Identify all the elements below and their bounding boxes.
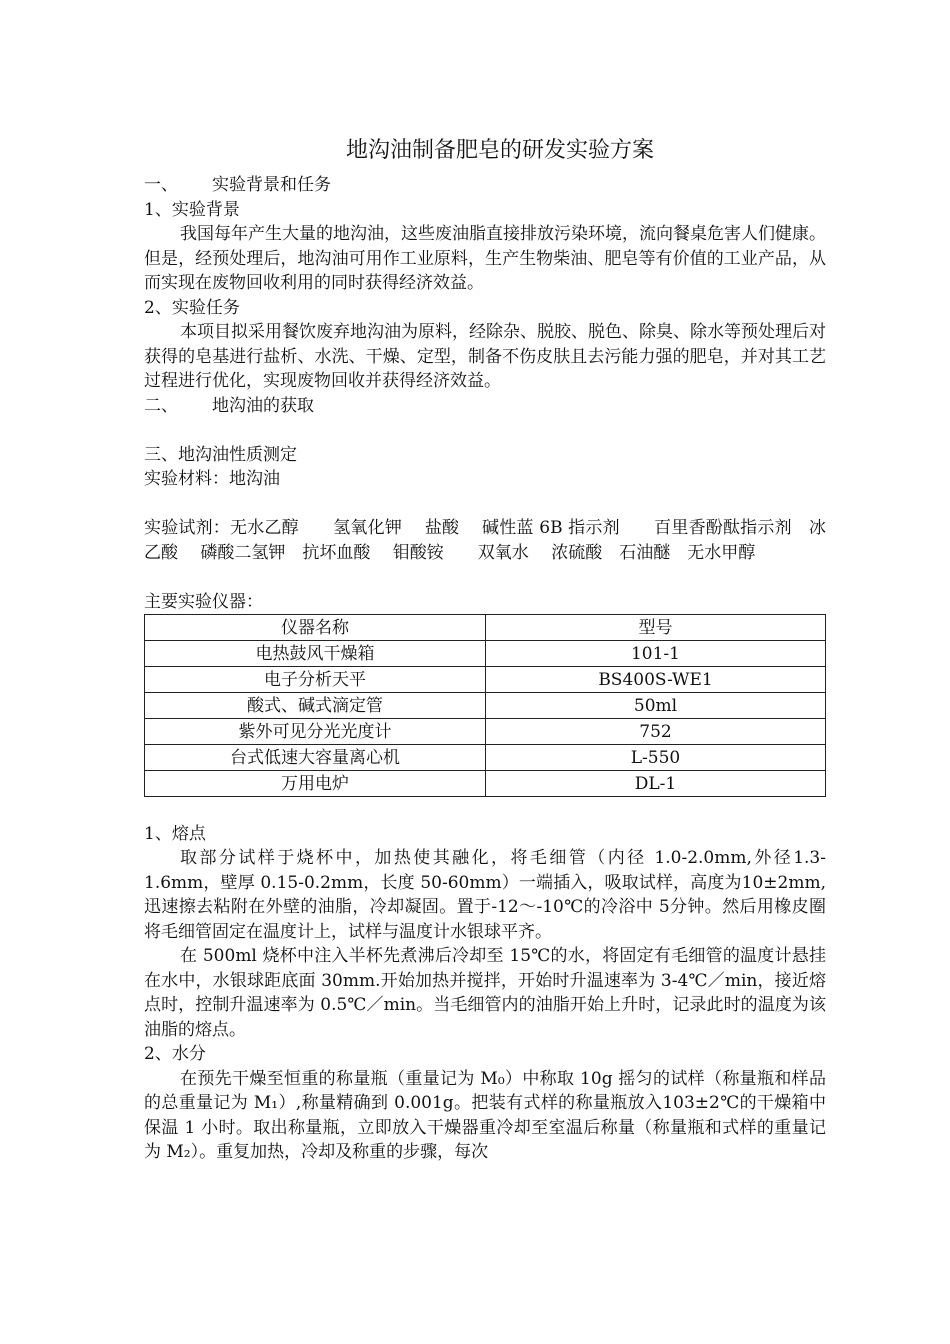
melting-paragraph-1: 取部分试样于烧杯中，加热使其融化，将毛细管（内径 1.0-2.0mm,外径1.3-1.6mm，壁厚 0.15-0.2mm，长度 50-60mm）一端插入，吸取试样，高度为10±2mm,迅速擦去粘附在外壁的油脂，冷却凝固。置于-12～-10℃的冷浴中 5分钟。然后用橡皮圈将毛细管固定在温度计上，试样与温度计水银球平齐。	[144, 848, 826, 942]
table-cell-name: 电子分析天平	[145, 667, 486, 693]
table-cell-model: 50ml	[486, 693, 826, 719]
table-cell-name: 万用电炉	[145, 771, 486, 797]
table-cell-name: 电热鼓风干燥箱	[145, 641, 486, 667]
instruments-table	[144, 614, 826, 797]
moisture-heading: 2、水分	[144, 1044, 206, 1064]
spacer	[144, 492, 826, 517]
document-body	[144, 133, 826, 1165]
table-header-cell: 型号	[486, 615, 826, 641]
subsection-task-heading: 2、实验任务	[144, 297, 240, 318]
spacer	[144, 797, 826, 822]
table-cell-model: 752	[486, 719, 826, 745]
table-row	[145, 693, 826, 719]
table-row	[145, 641, 826, 667]
moisture-paragraph-1: 在预先干燥至恒重的称量瓶（重量记为 M₀）中称取 10g 摇匀的试样（称量瓶和样品的总重量记为 M₁）,称量精确到 0.001g。把装有式样的称量瓶放入103±2℃的干燥箱中保温 1 小时。取出称量瓶，立即放入干燥器重冷却至室温后称量（称量瓶和式样的重量记为 M₂）。重复加热，冷却及称重的步骤，每次	[144, 1068, 826, 1162]
section-3-heading: 三、地沟油性质测定	[144, 444, 297, 465]
materials-line: 实验材料：地沟油	[144, 469, 280, 489]
melting-paragraph-2: 在 500ml 烧杯中注入半杯先煮沸后冷却至 15℃的水，将固定有毛细管的温度计悬挂在水中，水银球距底面 30mm.开始加热并搅拌，开始时升温速率为 3-4℃／min，接近熔点时，控制升温速率为 0.5℃／min。当毛细管内的油脂开始上升时，记录此时的温度为该油脂的熔点。	[144, 946, 826, 1040]
spacer	[144, 418, 826, 443]
task-paragraph: 本项目拟采用餐饮废弃地沟油为原料，经除杂、脱胶、脱色、除臭、除水等预处理后对获得的皂基进行盐析、水洗、干燥、定型，制备不伤皮肤且去污能力强的肥皂，并对其工艺过程进行优化，实现废物回收并获得经济效益。	[144, 322, 826, 391]
table-header-row	[145, 615, 826, 641]
table-cell-model: L-550	[486, 745, 826, 771]
background-paragraph: 我国每年产生大量的地沟油，这些废油脂直接排放污染环境，流向餐桌危害人们健康。但是，经预处理后，地沟油可用作工业原料，生产生物柴油、肥皂等有价值的工业产品，从而实现在废物回收利用的同时获得经济效益。	[144, 224, 826, 293]
table-row	[145, 667, 826, 693]
section-2-heading	[144, 394, 826, 419]
page-title: 地沟油制备肥皂的研发实验方案	[345, 138, 654, 163]
section-1-heading	[144, 173, 826, 198]
table-cell-name: 台式低速大容量离心机	[145, 745, 486, 771]
table-row	[145, 771, 826, 797]
spacer	[144, 565, 826, 590]
section-1-number: 一、	[144, 175, 178, 195]
melting-heading: 1、熔点	[144, 823, 206, 844]
table-cell-model: DL-1	[486, 771, 826, 797]
table-row	[145, 719, 826, 745]
instruments-label: 主要实验仪器：	[144, 591, 263, 612]
subsection-background-heading: 1、实验背景	[144, 199, 240, 220]
table-cell-name: 紫外可见分光光度计	[145, 719, 486, 745]
table-cell-name: 酸式、碱式滴定管	[145, 693, 486, 719]
table-cell-model: 101-1	[486, 641, 826, 667]
section-1-title: 实验背景和任务	[212, 175, 331, 195]
table-row	[145, 745, 826, 771]
section-2-number: 二、	[144, 395, 178, 416]
reagents-paragraph: 实验试剂：无水乙醇 氢氧化钾 盐酸 碱性蓝 6B 指示剂 百里香酚酞指示剂 冰乙酸 磷酸二氢钾 抗坏血酸 钼酸铵 双氧水 浓硫酸 石油醚 无水甲醇	[144, 518, 826, 563]
table-cell-model: BS400S-WE1	[486, 667, 826, 693]
table-header-cell: 仪器名称	[145, 615, 486, 641]
section-2-title: 地沟油的获取	[212, 395, 314, 416]
